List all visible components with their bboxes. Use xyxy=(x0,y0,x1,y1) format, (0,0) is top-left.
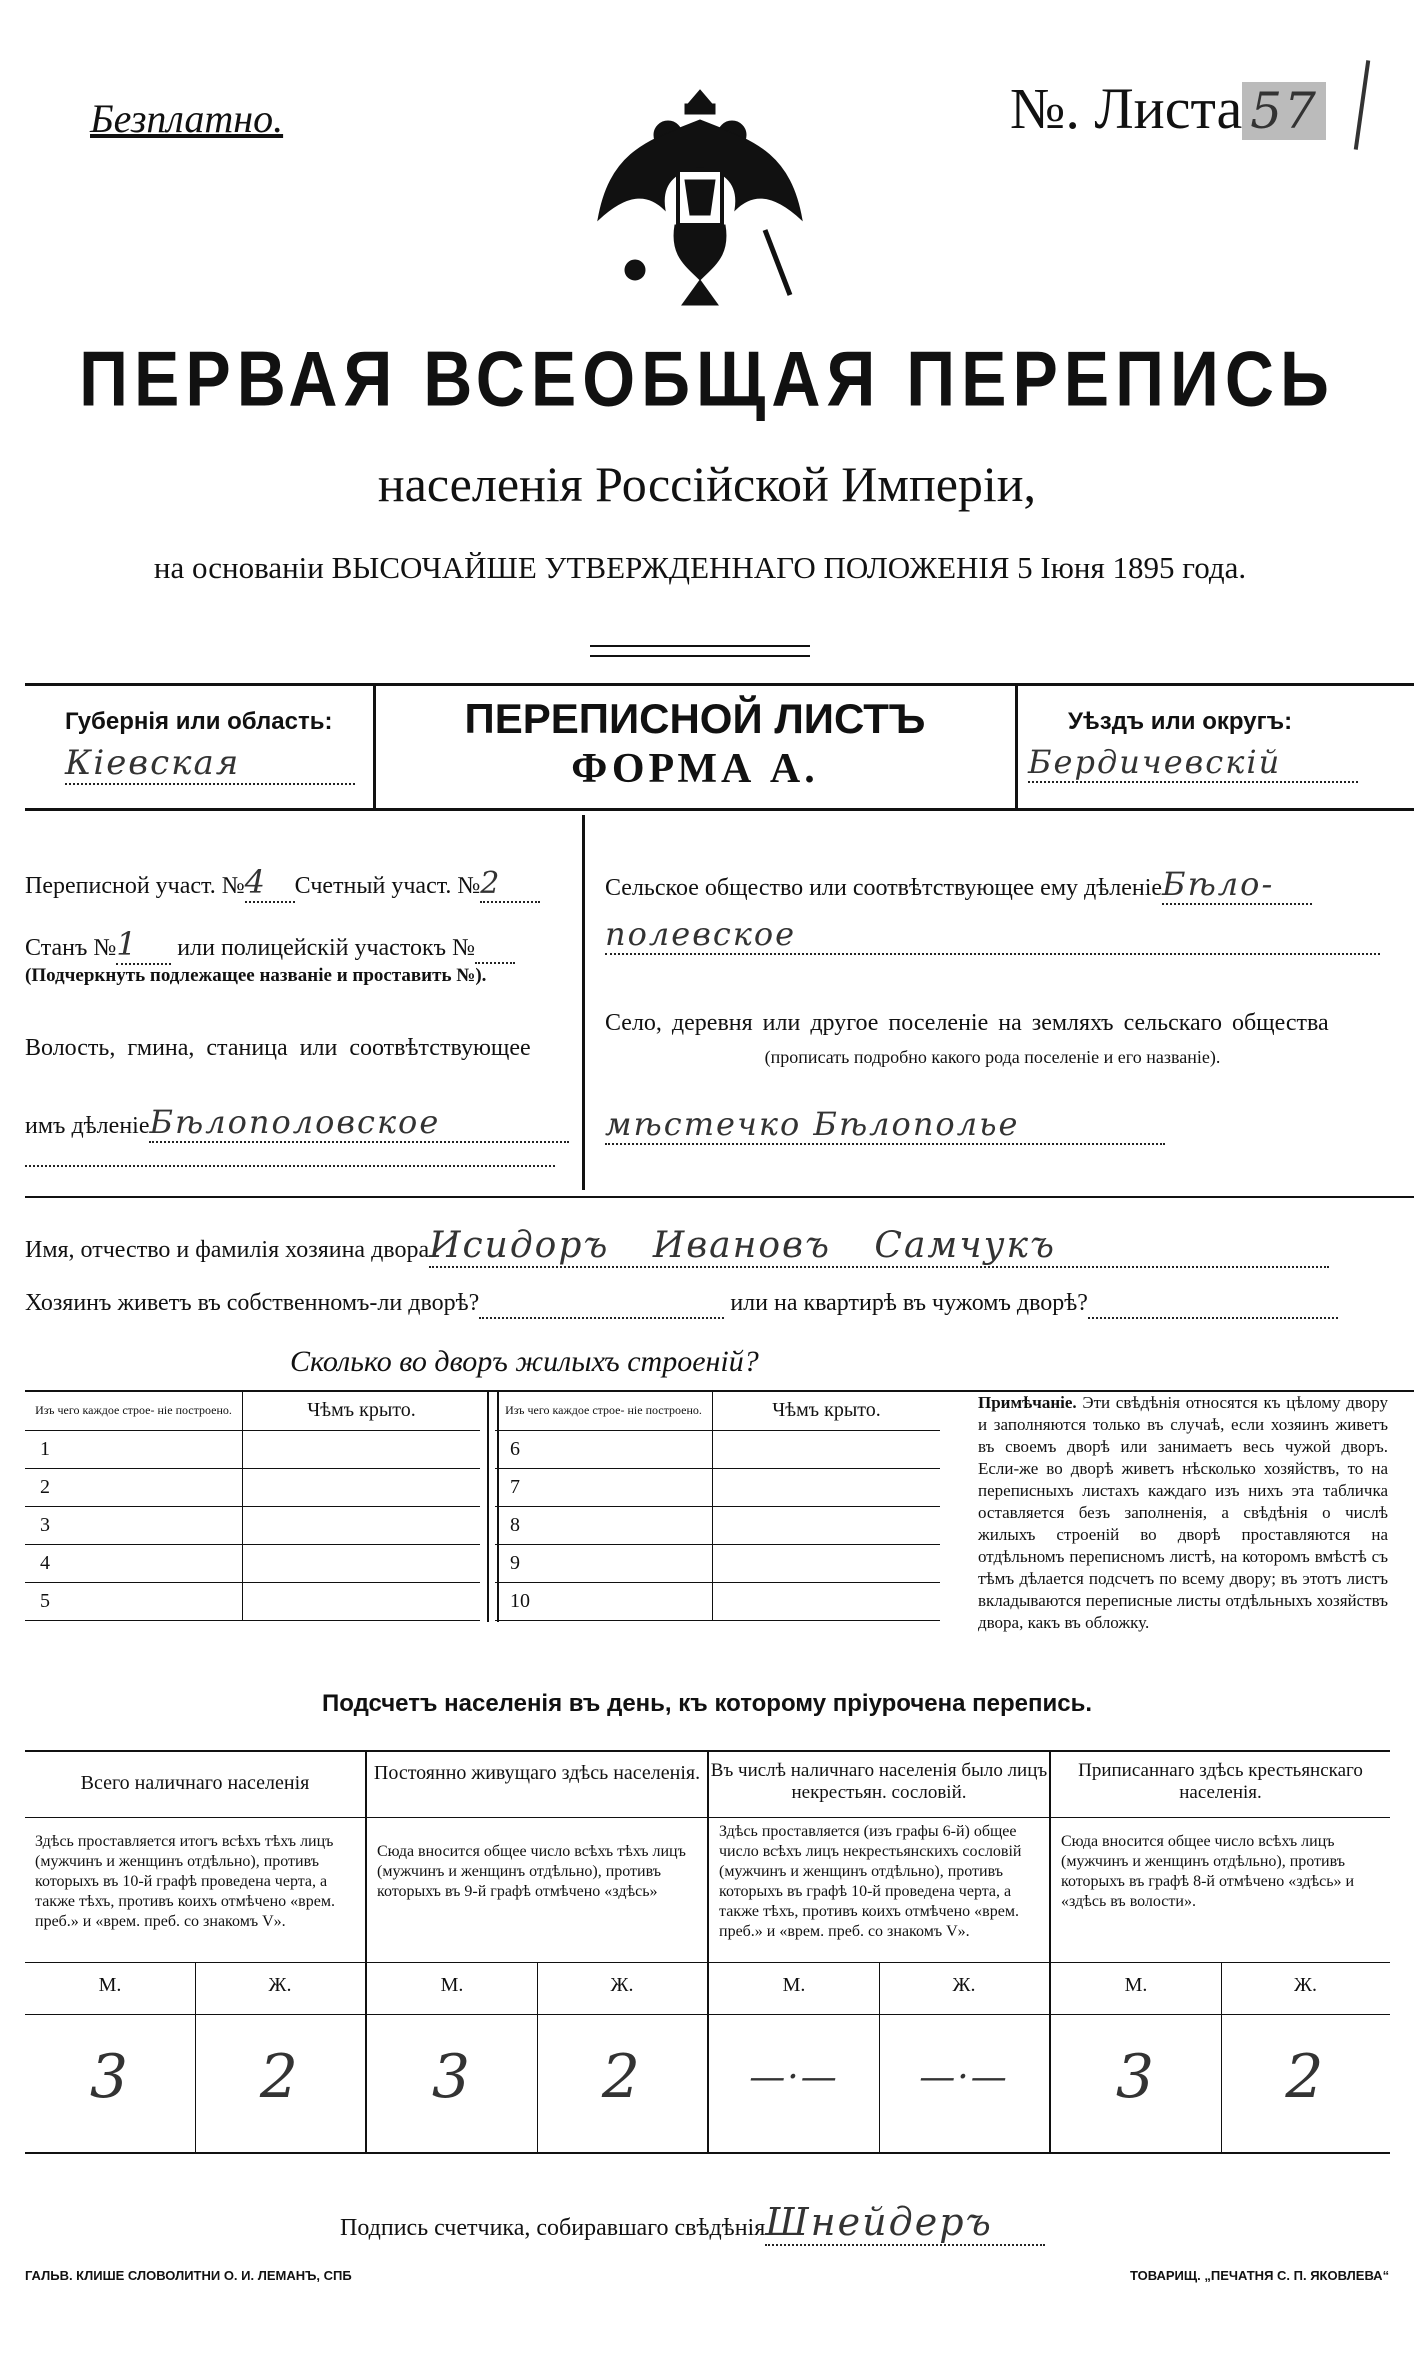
signature-row xyxy=(340,2200,1045,2246)
count-value-m[interactable]: —·— xyxy=(749,2057,839,2098)
margin-mark xyxy=(1354,60,1370,150)
count-col-title: Всего наличнаго населенія xyxy=(80,1772,310,1794)
village-note: (прописать подробно какого рода поселеніе и его названіе). xyxy=(764,1047,1221,1067)
row-number: 4 xyxy=(25,1544,243,1582)
count-value-f[interactable]: 2 xyxy=(1285,2042,1326,2112)
note-heading: Примѣчаніе. xyxy=(978,1393,1077,1412)
count-value-f[interactable]: 2 xyxy=(259,2042,301,2112)
sheet-title: ПЕРЕПИСНОЙ ЛИСТЪ xyxy=(464,695,926,742)
volost-label: Волость, гмина, станица или соотвѣтствующее xyxy=(25,1035,531,1061)
stan-row xyxy=(25,925,515,965)
owner-or-value[interactable] xyxy=(1088,1290,1338,1319)
volost-extra-line[interactable] xyxy=(25,1165,555,1167)
district-value[interactable]: Бердичевскій xyxy=(1028,743,1358,783)
volost-value[interactable]: Бѣлополовское xyxy=(149,1103,569,1143)
table-row xyxy=(495,1506,940,1544)
table-row xyxy=(25,1544,480,1582)
row-number: 10 xyxy=(495,1582,713,1620)
row-number: 9 xyxy=(495,1544,713,1582)
table-row xyxy=(25,1582,480,1620)
left-block xyxy=(25,815,580,1195)
police-value[interactable] xyxy=(475,935,515,964)
underline-note: (Подчеркнуть подлежащее названіе и проставить №). xyxy=(25,965,487,986)
note-text: Эти свѣдѣнія относятся къ цѣлому двору и заполняются только въ случаѣ, если хозяинъ живетъ въ своемъ дворѣ или занимаетъ весь чужой дворъ. Если-же во дворѣ живетъ нѣсколько хозяйствъ, то на переписныхъ листахъ каждаго изъ нихъ эта табличка оставляется безъ заполненія, а свѣдѣнія о числѣ жилыхъ строеній во дворѣ проставляются на отдѣльномъ переписномъ листѣ, на которомъ вмѣстѣ съ тѣмъ дѣлается подсчетъ по всему двору; въ этотъ листъ вкладываются переписные листы отдѣльныхъ хозяйствъ двора, какъ въ обложку. xyxy=(978,1393,1389,1632)
roof-cell[interactable] xyxy=(243,1468,481,1506)
count-value-m[interactable]: 3 xyxy=(89,2042,131,2112)
census-section-value[interactable]: 4 xyxy=(245,863,295,903)
province-label: Губернія или область: xyxy=(65,708,333,735)
subtitle: населенія Россійской Имперіи, xyxy=(377,456,1037,512)
double-headed-eagle-emblem xyxy=(590,80,810,310)
roof-cell[interactable] xyxy=(713,1468,941,1506)
stan-value[interactable]: 1 xyxy=(116,925,171,965)
district-label: Уѣздъ или округъ: xyxy=(1068,708,1293,735)
count-col-desc: Сюда вносится общее число всѣхъ тѣхъ лицъ (мужчинъ и женщинъ отдѣльно), противъ которыхъ въ 9-й графѣ отмѣчено «здѣсь» xyxy=(377,1843,686,1900)
row-number: 3 xyxy=(25,1506,243,1544)
buildings-table-left xyxy=(25,1392,480,1622)
main-title: ПЕРВАЯ ВСЕОБЩАЯ ПЕРЕПИСЬ xyxy=(79,335,1335,423)
sheet-label: №. Листа xyxy=(1010,76,1243,141)
owner-lives-label: Хозяинъ живетъ въ собственномъ-ли дворѣ? xyxy=(25,1290,480,1316)
count-heading: Подсчетъ населенія въ день, къ которому пріурочена перепись. xyxy=(322,1690,1092,1717)
table-row xyxy=(495,1430,940,1468)
census-section-label: Переписной участ. № xyxy=(25,873,245,899)
owner-name-label: Имя, отчество и фамилія хозяина двора xyxy=(25,1237,430,1263)
village-value[interactable]: мѣстечко Бѣлополье xyxy=(605,1105,1165,1145)
count-desc-rule xyxy=(25,1962,1390,1963)
count-value-m[interactable]: 3 xyxy=(1115,2042,1157,2112)
footer-left: ГАЛЬВ. КЛИШЕ СЛОВОЛИТНИ О. И. ЛЕМАНЪ, СПБ xyxy=(25,2268,352,2283)
stan-label: Станъ № xyxy=(25,935,117,961)
count-section-value[interactable]: 2 xyxy=(480,866,540,903)
row-number: 2 xyxy=(25,1468,243,1506)
census-section-row xyxy=(25,863,540,903)
table-row xyxy=(495,1544,940,1582)
count-col-desc: Здѣсь проставляется итогъ всѣхъ тѣхъ лицъ (мужчинъ и женщинъ отдѣльно), противъ которыхъ въ 10-й графѣ проведена черта, а также тѣхъ, противъ коихъ отмѣчено «врем. преб.» и «врем. преб. со знакомъ V». xyxy=(35,1833,335,1930)
rule-blocks-bottom xyxy=(25,1196,1414,1198)
society-value-2[interactable]: полевское xyxy=(605,915,1380,955)
province-box xyxy=(25,683,376,808)
row-number: 8 xyxy=(495,1506,713,1544)
block-divider xyxy=(582,815,585,1190)
m-label: М. xyxy=(98,1974,122,1996)
volost-label-2: имъ дѣленіе xyxy=(25,1113,150,1139)
owner-name-row xyxy=(25,1225,1329,1268)
buildings-left-table xyxy=(25,1392,480,1621)
roof-cell[interactable] xyxy=(713,1506,941,1544)
right-block xyxy=(605,815,1390,1195)
buildings-table-right xyxy=(495,1392,940,1622)
buildings-right-table xyxy=(495,1392,940,1621)
f-label: Ж. xyxy=(952,1974,976,1996)
count-section-label: Счетный участ. № xyxy=(294,873,481,899)
table-row xyxy=(25,1430,480,1468)
basis-line: на основаніи ВЫСОЧАЙШЕ УТВЕРЖДЕННАГО ПОЛОЖЕНІЯ 5 Іюня 1895 года. xyxy=(153,550,1247,585)
police-label: или полицейскій участокъ № xyxy=(177,935,475,961)
society-label: Сельское общество или соотвѣтствующее ему дѣленіе xyxy=(605,875,1163,901)
table-row xyxy=(25,1468,480,1506)
roof-cell[interactable] xyxy=(243,1430,481,1468)
roof-cell[interactable] xyxy=(243,1506,481,1544)
row-number: 6 xyxy=(495,1430,713,1468)
buildings-note xyxy=(978,1392,1388,1634)
owner-lives-row xyxy=(25,1290,1338,1319)
province-value[interactable]: Кіевская xyxy=(65,743,355,785)
count-value-f[interactable]: —·— xyxy=(919,2057,1009,2098)
table-row xyxy=(25,1506,480,1544)
roof-cell[interactable] xyxy=(243,1582,481,1620)
count-mf-rule xyxy=(25,2014,1390,2015)
count-table xyxy=(25,1750,1390,2154)
roof-cell[interactable] xyxy=(713,1430,941,1468)
owner-lives-value[interactable] xyxy=(479,1290,724,1319)
sheet-number: 57 xyxy=(1242,82,1326,140)
volost-row xyxy=(25,1103,569,1143)
count-col-desc: Здѣсь проставляется (изъ графы 6-й) общее число всѣхъ лицъ некрестьянскихъ сословій (мужчинъ и женщинъ отдѣльно), противъ которыхъ въ графѣ 10-й проведена черта, а также тѣхъ, противъ коихъ отмѣчено «врем. преб.» и «врем. преб. со знакомъ V». xyxy=(719,1823,1022,1940)
table-row xyxy=(495,1468,940,1506)
society-value[interactable]: Бѣло- xyxy=(1162,865,1312,905)
buildings-question: Сколько во дворъ жилыхъ строеній? xyxy=(290,1345,759,1378)
society-row xyxy=(605,865,1312,905)
f-label: Ж. xyxy=(268,1974,292,1996)
roof-cell[interactable] xyxy=(243,1544,481,1582)
count-col-title: Постоянно живущаго здѣсь населенія. xyxy=(373,1762,701,1784)
count-col-desc: Сюда вносится общее число всѣхъ лицъ (мужчинъ и женщинъ отдѣльно), противъ которыхъ въ графѣ 8-й отмѣчено «здѣсь» и «здѣсь въ волости». xyxy=(1061,1833,1355,1910)
signature-value[interactable]: Шнейдеръ xyxy=(765,2200,1045,2246)
count-value-f[interactable]: 2 xyxy=(601,2042,643,2112)
m-label: М. xyxy=(440,1974,464,1996)
owner-or-label: или на квартирѣ въ чужомъ дворѣ? xyxy=(730,1290,1088,1316)
sheet-number-label xyxy=(1010,75,1326,142)
ornament-divider xyxy=(590,645,810,657)
m-label: М. xyxy=(782,1974,806,1996)
row-number: 7 xyxy=(495,1468,713,1506)
rule-form-header-bottom xyxy=(25,808,1414,811)
form-title: ФОРМА А. xyxy=(571,746,819,792)
footer-right: ТОВАРИЩ. „ПЕЧАТНЯ С. П. ЯКОВЛЕВА“ xyxy=(1130,2268,1390,2283)
count-title-rule xyxy=(25,1817,1390,1818)
owner-name-value[interactable]: Исидоръ Ивановъ Самчукъ xyxy=(429,1225,1329,1268)
village-label: Село, деревня или другое поселеніе на земляхъ сельскаго общества xyxy=(605,1010,1329,1036)
table-row xyxy=(495,1582,940,1620)
f-label: Ж. xyxy=(610,1974,634,1996)
col-roof-header: Чѣмъ крыто. xyxy=(307,1399,416,1422)
col-material-header: Изъ чего каждое строе- ніе построено. xyxy=(495,1392,713,1430)
free-label: Безплатно. xyxy=(90,96,284,141)
count-col-title: Приписаннаго здѣсь крестьянскаго населенія. xyxy=(1078,1760,1363,1803)
row-number: 1 xyxy=(25,1430,243,1468)
row-number: 5 xyxy=(25,1582,243,1620)
count-value-m[interactable]: 3 xyxy=(431,2042,473,2112)
col-material-header: Изъ чего каждое строе- ніе построено. xyxy=(25,1392,243,1430)
roof-cell[interactable] xyxy=(713,1544,941,1582)
district-box xyxy=(1015,683,1393,808)
col-roof-header: Чѣмъ крыто. xyxy=(772,1399,881,1422)
m-label: М. xyxy=(1124,1974,1148,1996)
f-label: Ж. xyxy=(1294,1974,1317,1996)
count-col-title: Въ числѣ наличнаго населенія было лицъ некрестьян. сословій. xyxy=(710,1760,1048,1803)
roof-cell[interactable] xyxy=(713,1582,941,1620)
signature-label: Подпись счетчика, собиравшаго свѣдѣнія xyxy=(340,2215,766,2241)
